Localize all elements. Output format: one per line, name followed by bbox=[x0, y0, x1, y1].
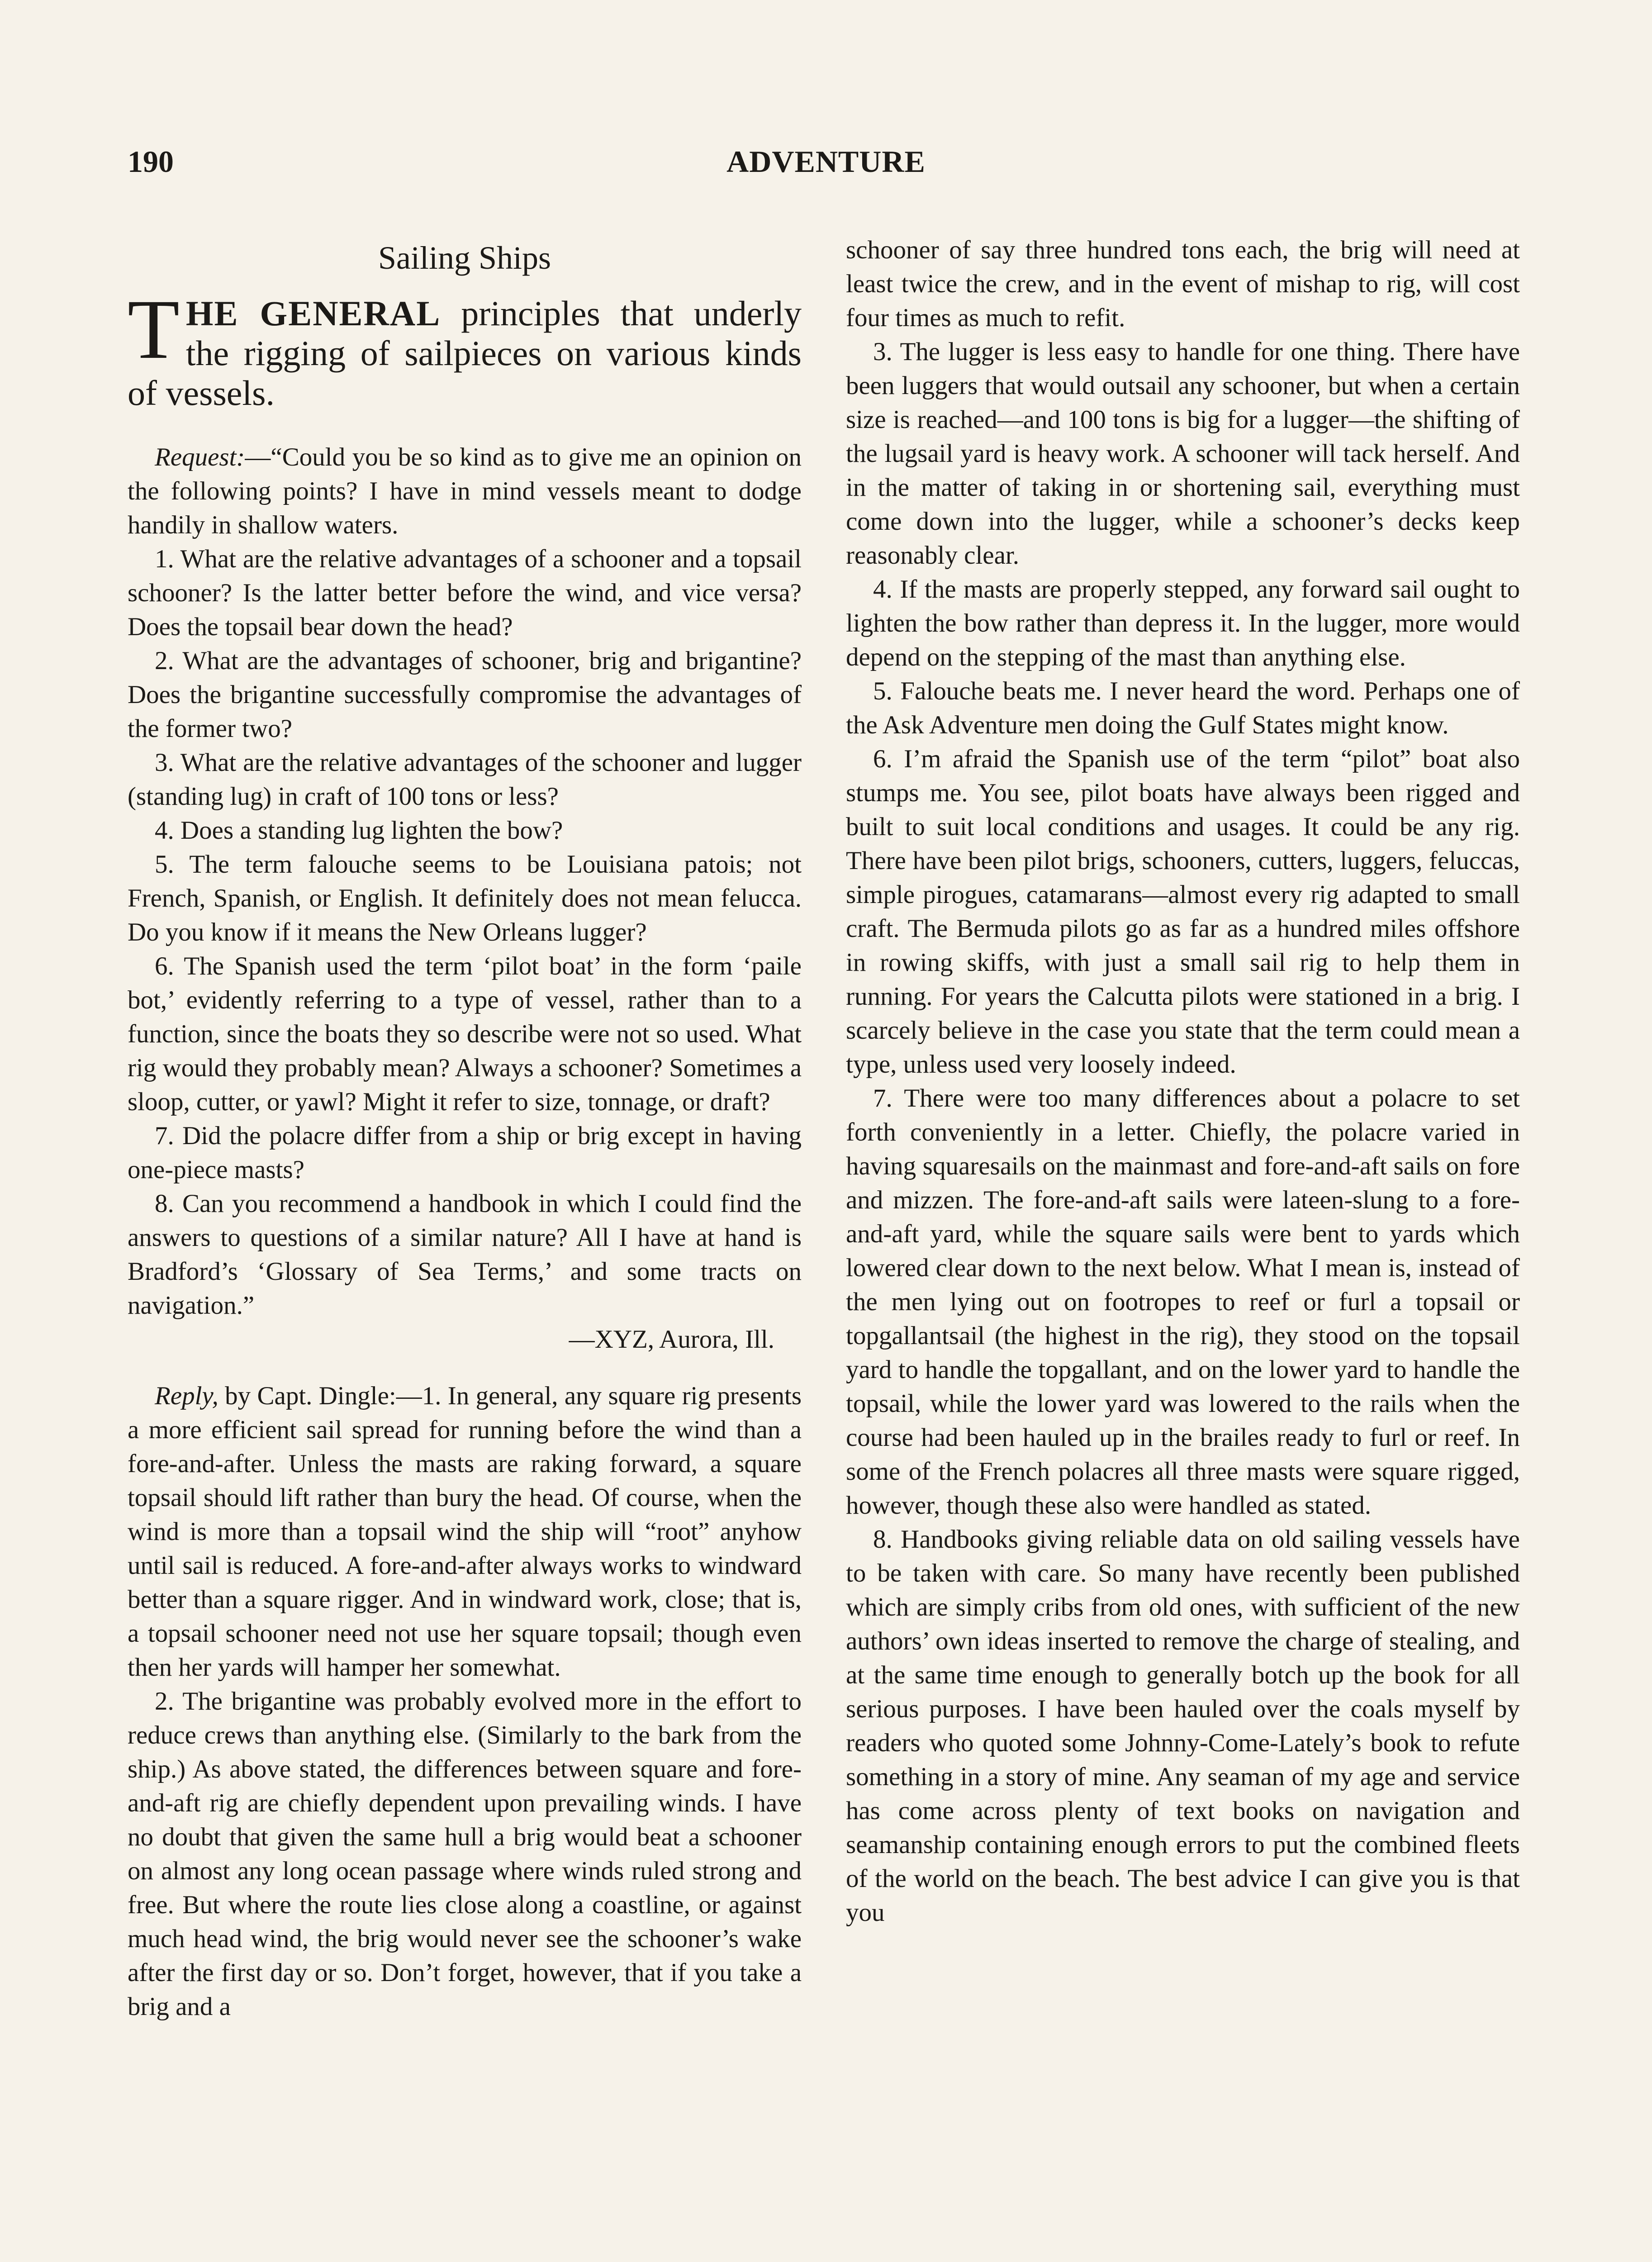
left-column bbox=[128, 233, 802, 2024]
reply-paragraph: Reply, by Capt. Dingle:—1. In general, any square rig presents a more efficient sail spread for running before the wind than a fore-and-after. Unless the masts are raking forward, a square topsail should lift rather than bury the head. Of course, when the wind is more than a topsail wind the ship will “root” anyhow until sail is reduced. A fore-and-after always works to windward better than a square rigger. And in windward work, close; that is, a topsail schooner need not use her square topsail; though even then her yards will hamper her somewhat. bbox=[128, 1382, 802, 1682]
right-column bbox=[846, 233, 1520, 1929]
request-question-3: 3. What are the relative advantages of the schooner and lugger (standing lug) in craft of 100 tons or less? bbox=[128, 748, 802, 811]
reply-answer-7: 7. There were too many differences about a polacre to set forth conveniently in a letter. Chiefly, the polacre varied in having squaresails on the mainmast and fore-and-aft sails on fore and mizzen. The fore-and-aft sails were lateen-slung to a fore-and-aft yard, while the square sails were bent to yards which lowered clear down to the next below. What I mean is, instead of the men lying out on footropes to reef or furl a topsail or topgallantsail (the highest in the rig), they stood on the topsail yard to handle the topgallant, and on the lower yard to handle the topsail, while the lower yard was lowered to the rails when the course had been hauled up in the brailes ready to furl or reef. In some of the French polacres all three masts were square rigged, however, though these also were handled as stated. bbox=[846, 1084, 1520, 1520]
page-number: 190 bbox=[128, 144, 174, 179]
request-signature: —XYZ, Aurora, Ill. bbox=[569, 1325, 774, 1354]
reply-answer-5: 5. Falouche beats me. I never heard the word. Perhaps one of the Ask Adventure men doing the Gulf States might know. bbox=[846, 677, 1520, 739]
magazine-title: ADVENTURE bbox=[726, 144, 926, 179]
page-header bbox=[128, 144, 1524, 194]
request-label: Request: bbox=[155, 443, 245, 471]
request-question-2: 2. What are the advantages of schooner, brig and brigantine? Does the brigantine successfully compromise the advantages of the former two? bbox=[128, 646, 802, 743]
reply-label: Reply, bbox=[155, 1382, 218, 1410]
request-paragraph: Request:—“Could you be so kind as to give me an opinion on the following points? I have in mind vessels meant to dodge handily in shallow waters. bbox=[128, 443, 802, 539]
intro-lead: HE GENERAL bbox=[185, 294, 441, 333]
reply-continued: schooner of say three hundred tons each, the brig will need at least twice the crew, and in the event of mishap to rig, will cost four times as much to refit. bbox=[846, 236, 1520, 332]
intro-text: principles that underly the rigging of sailpieces on various kinds of vessels. bbox=[128, 294, 802, 413]
drop-cap: T bbox=[128, 282, 180, 376]
section-gap bbox=[128, 1356, 802, 1379]
request-question-4: 4. Does a standing lug lighten the bow? bbox=[155, 816, 563, 845]
request-question-7: 7. Did the polacre differ from a ship or brig except in having one-piece masts? bbox=[128, 1121, 802, 1184]
section-title: Sailing Ships bbox=[378, 240, 551, 276]
reply-answer-8: 8. Handbooks giving reliable data on old sailing vessels have to be taken with care. So many have recently been published which are simply cribs from old ones, with sufficient of the new authors’ own ideas inserted to remove the charge of stealing, and at the same time enough to generally botch up the book for all serious purposes. I have been hauled over the coals myself by readers who quoted some Johnny-Come-Lately’s book to refute something in a story of mine. Any seaman of my age and service has come across plenty of text books on navigation and seamanship containing enough errors to put the combined fleets of the world on the beach. The best advice I can give you is that you bbox=[846, 1525, 1520, 1927]
request-question-6: 6. The Spanish used the term ‘pilot boat’ in the form ‘paile bot,’ evidently referring to a type of vessel, rather than to a function, since the boats they so describe were not so used. What rig would they probably mean? Always a schooner? Sometimes a sloop, cutter, or yawl? Might it refer to size, tonnage, or draft? bbox=[128, 952, 802, 1116]
reply-answer-3: 3. The lugger is less easy to handle for one thing. There have been luggers that would outsail any schooner, but when a certain size is reached—and 100 tons is big for a lugger—the shifting of the lugsail yard is heavy work. A schooner will tack herself. And in the matter of taking in or shortening sail, everything must come down into the lugger, while a schooner’s decks keep reasonably clear. bbox=[846, 337, 1520, 570]
reply-answer-6: 6. I’m afraid the Spanish use of the term “pilot” boat also stumps me. You see, pilot boats have always been rigged and built to suit local conditions and usages. It could be any rig. There have been pilot brigs, schooners, cutters, luggers, feluccas, simple pirogues, catamarans—almost every rig adapted to small craft. The Bermuda pilots go as far as a hundred miles offshore in rowing skiffs, with just a small sail rig to help them in running. For years the Calcutta pilots were stationed in a brig. I scarcely believe in the case you state that the term could mean a type, unless used very loosely indeed. bbox=[846, 745, 1520, 1079]
request-question-1: 1. What are the relative advantages of a schooner and a topsail schooner? Is the latter better before the wind, and vice versa? Does the topsail bear down the head? bbox=[128, 545, 802, 641]
article-intro bbox=[128, 282, 802, 413]
reply-answer-4: 4. If the masts are properly stepped, any forward sail ought to lighten the bow rather than depress it. In the lugger, more would depend on the stepping of the mast than anything else. bbox=[846, 575, 1520, 671]
request-question-5: 5. The term falouche seems to be Louisiana patois; not French, Spanish, or English. It definitely does not mean felucca. Do you know if it means the New Orleans lugger? bbox=[128, 850, 802, 946]
request-question-8: 8. Can you recommend a handbook in which I could find the answers to questions of a similar nature? All I have at hand is Bradford’s ‘Glossary of Sea Terms,’ and some tracts on navigation.” bbox=[128, 1189, 802, 1320]
reply-answer-2: 2. The brigantine was probably evolved more in the effort to reduce crews than anything else. (Similarly to the bark from the ship.) As above stated, the differences between square and fore-and-aft rig are chiefly dependent upon prevailing winds. I have no doubt that given the same hull a brig would beat a schooner on almost any long ocean passage where winds ruled strong and free. But where the route lies close along a coastline, or against much head wind, the brig would never see the schooner’s wake after the first day or so. Don’t forget, however, that if you take a brig and a bbox=[128, 1687, 802, 2021]
